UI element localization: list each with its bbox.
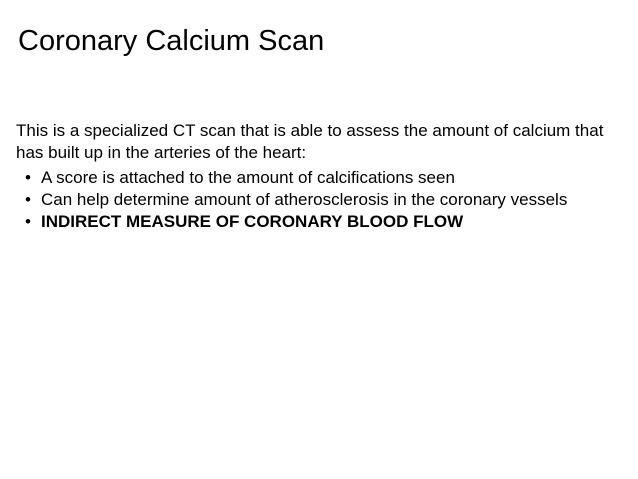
bullet-item — [16, 211, 626, 233]
bullet-text: INDIRECT MEASURE OF CORONARY BLOOD FLOW — [41, 212, 464, 231]
bullet-icon: • — [25, 190, 31, 209]
slide-title: Coronary Calcium Scan — [18, 25, 325, 57]
bullet-icon: • — [25, 212, 31, 231]
bullet-list — [16, 167, 626, 233]
bullet-item — [16, 189, 626, 211]
bullet-icon: • — [25, 168, 31, 187]
bullet-item — [16, 167, 626, 189]
intro-paragraph: This is a specialized CT scan that is able to assess the amount of calcium that has built up in the arteries of the heart: — [16, 121, 604, 162]
bullet-text: Can help determine amount of atherosclerosis in the coronary vessels — [41, 190, 568, 209]
bullet-text: A score is attached to the amount of calcifications seen — [41, 168, 455, 187]
